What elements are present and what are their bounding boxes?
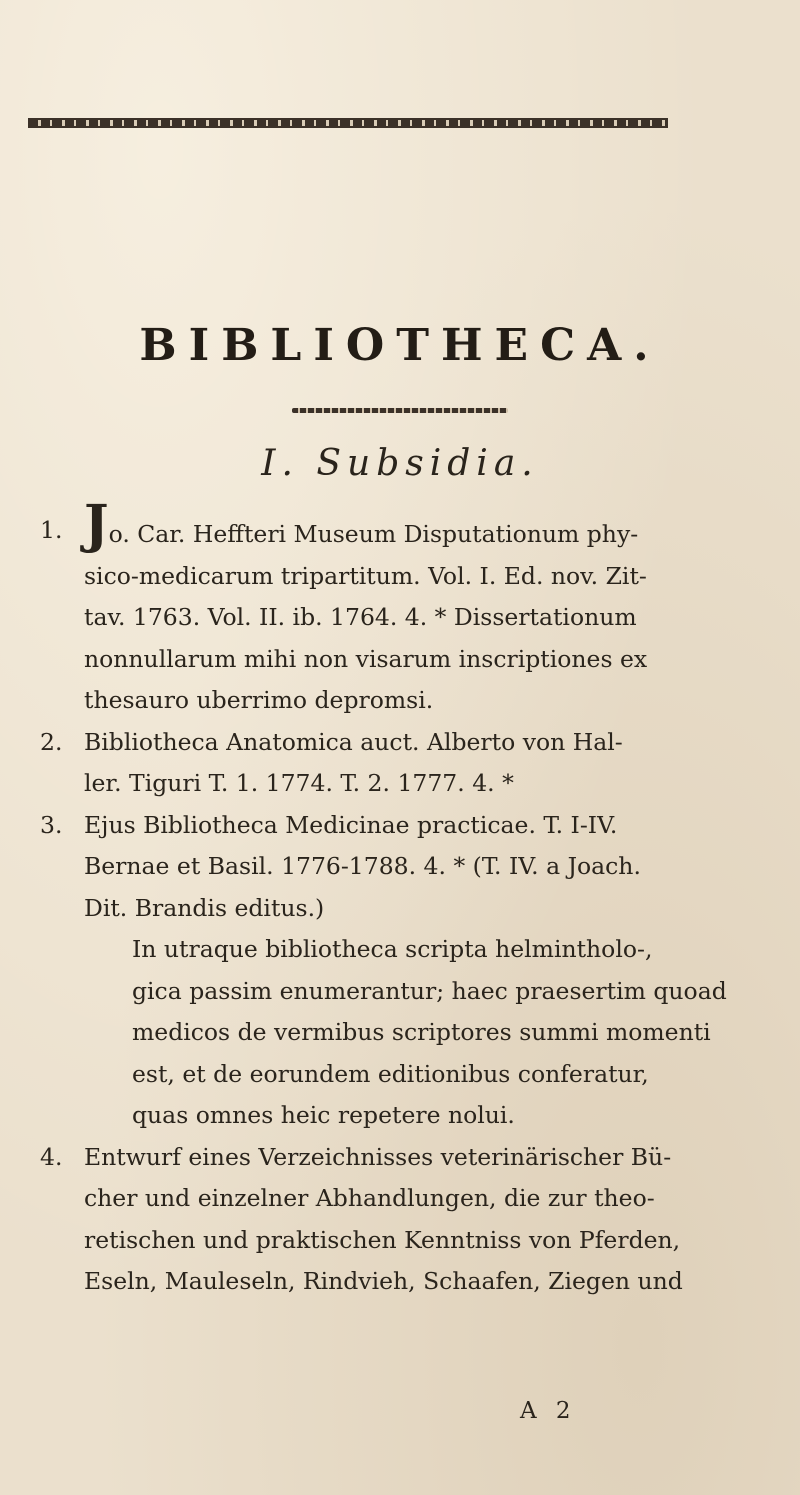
note-line: gica passim enumerantur; haec praesertim quoad (132, 976, 727, 1005)
entry-number: 1. (40, 516, 63, 544)
entry-line: Dit. Brandis editus.) (84, 893, 325, 922)
note-line: medicos de vermibus scriptores summi momenti (132, 1018, 711, 1046)
entry-list (40, 494, 760, 1303)
entry-line: retischen und praktischen Kenntniss von Pferden, (84, 1225, 681, 1254)
entry-3 (40, 805, 760, 930)
entry-line: nonnullarum mihi non visarum inscriptiones ex (84, 644, 648, 673)
entry-3-note (40, 929, 760, 1137)
title-ornament-rule (292, 408, 508, 413)
entry-number: 4. (40, 1142, 63, 1171)
entry-number: 2. (40, 727, 63, 756)
entry-line: Bibliotheca Anatomica auct. Alberto von Hal- (84, 727, 623, 756)
section-heading: I. Subsidia. (261, 443, 539, 484)
note-line: In utraque bibliotheca scripta helmintholo-, (132, 935, 653, 963)
note-line: quas omnes heic repetere nolui. (132, 1101, 515, 1129)
entry-number: 3. (40, 810, 63, 839)
entry-line: thesauro uberrimo depromsi. (84, 686, 434, 714)
top-ornament-rule (28, 118, 668, 128)
entry-line: cher und einzelner Abhandlungen, die zur theo- (84, 1184, 655, 1212)
entry-line: Entwurf eines Verzeichnisses veterinärischer Bü- (84, 1142, 672, 1171)
entry-line: tav. 1763. Vol. II. ib. 1764. 4. * Dissertationum (84, 603, 637, 631)
page-title: BIBLIOTHECA. (139, 320, 661, 371)
entry-line: Bernae et Basil. 1776-1788. 4. * (T. IV. a Joach. (84, 852, 641, 880)
entry-line: sico-medicarum tripartitum. Vol. I. Ed. nov. Zit- (84, 561, 647, 590)
entry-line: ler. Tiguri T. 1. 1774. T. 2. 1777. 4. * (84, 769, 514, 797)
entry-line: Eseln, Mauleseln, Rindvieh, Schaafen, Ziegen und (84, 1267, 683, 1295)
entry-line: Ejus Bibliotheca Medicinae practicae. T. I-IV. (84, 810, 618, 839)
entry-2 (40, 722, 760, 805)
signature-mark: A 2 (520, 1398, 577, 1424)
entry-1 (40, 494, 760, 722)
note-line: est, et de eorundem editionibus conferatur, (132, 1059, 649, 1088)
initial-letter: J (84, 494, 109, 555)
entry-line: Jo. Car. Heffteri Museum Disputationum phy- (84, 494, 639, 555)
entry-4 (40, 1137, 760, 1303)
